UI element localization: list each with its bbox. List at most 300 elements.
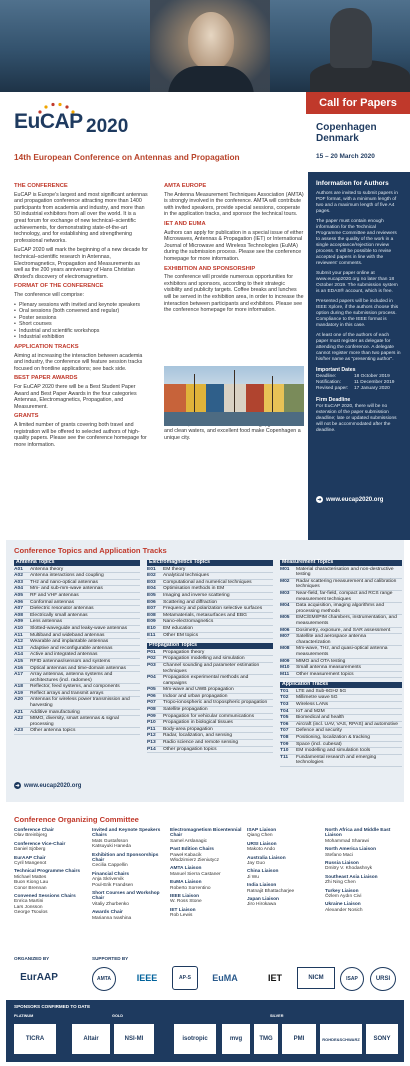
committee-column: [14, 828, 88, 919]
topic-row: [280, 567, 402, 579]
conference-dates: 15 – 20 March 2020: [316, 153, 375, 160]
topic-label: Analytical techniques: [163, 573, 209, 579]
paragraph: Submit your paper online at www.eucap2020.org no later than 18 October 2019. The submission system is an EDAS® account, which is free.: [316, 271, 398, 294]
topic-label: Indoor and urban propagation: [163, 693, 228, 699]
committee-group: [170, 866, 244, 877]
sponsor-logo: SONY: [366, 1024, 398, 1054]
topic-row: [147, 626, 273, 633]
topic-label: Wearable and implantable antennas: [30, 639, 109, 645]
committee-role: North America Liaison: [325, 847, 376, 853]
topic-label: Reflect arrays and transmit arrays: [30, 690, 104, 696]
left-column: [14, 180, 148, 451]
topic-code: T02: [280, 695, 289, 701]
tier-platinum-label: PLATINUM: [14, 1014, 34, 1018]
committee-names: Manuel Sierra Castaner: [170, 871, 221, 877]
topic-row: [280, 665, 402, 672]
topic-label: Space (incl. cubesat): [296, 741, 342, 747]
topic-label: THz and nano-optical antennas: [30, 579, 98, 585]
topic-label: Antenna theory: [30, 566, 64, 572]
topic-code: P08: [147, 707, 156, 713]
topic-row: [14, 659, 140, 666]
committee-names: Mohammad Sharawi: [325, 838, 369, 844]
topic-label: Frequency and polarization selective surfaces: [163, 606, 263, 612]
topic-code: T08: [280, 735, 289, 741]
topic-label: Electrically small antennas: [30, 612, 88, 618]
committee-names: Dmitry V. Khodashnyk: [325, 866, 373, 872]
topic-code: E04: [147, 586, 156, 592]
sponsors-title: SPONSORS CONFIRMED TO DATE: [14, 1004, 91, 1009]
paragraph: For EuCAP 2020 there will be a Best Student Paper Award and Best Paper Awards in the four categories Antennas, Electromagnetics, Propagation, and Measurement.: [14, 384, 137, 410]
building: [206, 384, 224, 414]
paragraph: The conference will comprise:: [14, 291, 85, 298]
topic-code: A07: [14, 606, 23, 612]
topic-label: Other EM topics: [163, 632, 199, 638]
committee-names: Enrica Martini Lars Jonsson George Tsoulos: [14, 899, 48, 916]
committee-names: Cyril Mangenot: [14, 861, 47, 867]
topic-code: E03: [147, 579, 156, 585]
topic-row: [147, 633, 273, 640]
topics-heading: Measurement Topics: [280, 560, 402, 566]
list-item: • Oral sessions (both convened and regular): [14, 308, 148, 315]
committee-role: Financial Chairs: [92, 871, 130, 877]
list-item: • Poster sessions: [14, 315, 148, 322]
topic-label: Other measurement topics: [296, 671, 354, 677]
propagation-topics-list: [147, 650, 273, 754]
ursi-logo: URSI: [370, 967, 396, 991]
topic-row: [14, 639, 140, 646]
topic-code: M06: [280, 627, 290, 633]
committee-names: Jiro Hirokawa: [247, 902, 277, 908]
topic-label: Antenna interactions and coupling: [30, 573, 104, 579]
topic-label: Propagation for vehicular communications: [163, 713, 255, 719]
committee-title: Conference Organizing Committee: [14, 815, 139, 824]
topic-row: [280, 634, 402, 646]
topic-code: P05: [147, 687, 156, 693]
topic-label: Conformal antennas: [30, 599, 75, 605]
topic-row: [280, 646, 402, 658]
topic-code: A23: [14, 728, 23, 734]
topic-label: Propagation in biological tissues: [163, 720, 233, 726]
committee-role: Ukraine Liaison: [325, 902, 361, 908]
topic-label: MIMO and OTA testing: [296, 658, 346, 664]
copenhagen-harbour-photo: [164, 366, 304, 426]
paragraph: Aiming at increasing the interaction between academia and industry, the conference will feature session tracks focused on frontline applications; see back side.: [14, 352, 143, 372]
topic-code: M11: [280, 671, 290, 677]
deadline-row: [316, 386, 402, 392]
topic-label: Antennas for wireless power transmission and harvesting: [30, 697, 130, 709]
topic-row: [147, 586, 273, 593]
topic-row: [14, 626, 140, 633]
committee-names: Cecilia Cappellin: [92, 863, 128, 869]
committee-names: Michael Mattes Buon Kiong Lau Conor Brennan: [14, 874, 49, 891]
list-item: • Plenary sessions with invited and keynote speakers: [14, 302, 148, 309]
topic-code: A08: [14, 612, 23, 618]
isap-logo: ISAP: [340, 967, 364, 991]
committee-group: [14, 828, 88, 839]
committee-names: Ji Wu: [247, 874, 259, 880]
panel-title: Information for Authors: [316, 180, 389, 187]
topic-row: [14, 672, 140, 684]
topics-heading: Propagation Topics: [147, 643, 273, 649]
topic-code: P14: [147, 746, 156, 752]
boat-mast: [234, 370, 235, 412]
topic-code: A13: [14, 645, 23, 651]
topic-code: T01: [280, 688, 289, 694]
topic-code: A17: [14, 672, 23, 678]
meas-app-topics-column: [280, 560, 402, 767]
topic-row: [147, 606, 273, 613]
venue-city: Copenhagen: [316, 122, 377, 133]
topic-label: Radio science and remote sensing: [163, 740, 239, 746]
committee-role: India Liaison: [247, 883, 277, 889]
topic-label: Millimetre wave 5G: [296, 695, 338, 701]
section-heading: APPLICATION TRACKS: [14, 344, 79, 351]
topic-code: M05: [280, 615, 290, 621]
topics-heading: Electromagnetics Topics: [147, 560, 273, 566]
sponsor-logo: NSI-MI: [114, 1024, 154, 1054]
antenna-topics-list: [14, 567, 140, 735]
committee-role: ISAP Liaison: [247, 828, 277, 833]
topic-row: [147, 656, 273, 663]
committee-role: IET Liaison: [170, 907, 196, 913]
tier-silver-label: SILVER: [270, 1014, 284, 1018]
topic-label: Imaging and inverse scattering: [163, 592, 230, 598]
section-heading: BEST PAPER AWARDS: [14, 375, 78, 382]
topic-row: [280, 755, 402, 767]
committee-group: [325, 889, 405, 900]
topic-row: [14, 652, 140, 659]
topic-code: A12: [14, 639, 23, 645]
committee-names: Daniel Sjöberg: [14, 847, 46, 853]
committee-group: [247, 869, 321, 880]
arrow-right-icon: ➜: [317, 496, 322, 503]
committee-group: [14, 894, 88, 916]
paragraph: For EuCAP 2020, there will be no extension of the paper submission deadline; late or updated submissions will not be accommodated after the deadline.: [316, 404, 397, 433]
topic-code: E10: [147, 625, 156, 631]
topic-label: Propagation theory: [163, 649, 205, 655]
committee-group: [247, 883, 321, 894]
committee-group: [170, 847, 244, 863]
committee-role: North Africa and Middle East Liaison: [325, 828, 391, 839]
committee-group: [170, 894, 244, 905]
topic-label: Dosimetry, exposure, and SAR assessment: [296, 627, 391, 633]
topic-label: Satellite and aerospace antenna characterization: [296, 634, 367, 645]
topic-row: [147, 747, 273, 754]
paragraph: The conference will provide numerous opportunities for exhibitors and sponsors, according to their strategic visibility and publicity targets. Coffee breaks and lunches will be served in the exhibition area, in order to increase the interaction between participants and exhibitors. Please see the conference homepage for more information.: [164, 274, 304, 314]
topic-code: A22: [14, 716, 23, 722]
topic-code: T06: [280, 721, 289, 727]
topic-row: [280, 748, 402, 755]
supported-by-label: SUPPORTED BY: [92, 956, 129, 961]
committee-role: AMTA Liaison: [170, 866, 202, 872]
antenna-topics-column: [14, 560, 140, 735]
hero-image: [0, 0, 410, 92]
committee-names: W. Ross Stone: [170, 899, 202, 905]
building: [284, 384, 304, 414]
topic-code: A09: [14, 619, 23, 625]
topic-label: Reflector, feed systems, and components: [30, 684, 120, 690]
topic-code: A05: [14, 592, 23, 598]
building: [246, 384, 264, 414]
topic-label: Multiband and wideband antennas: [30, 632, 105, 638]
committee-names: Paweł Kabacik Włodzimierz Zieniutycz: [170, 852, 220, 864]
committee-role: Russia Liaison: [325, 861, 359, 867]
boat-mast: [194, 374, 195, 412]
topic-code: T09: [280, 741, 289, 747]
section-heading: IET AND EUMA: [164, 220, 206, 227]
paragraph: The paper must contain enough information for the Technical Programme Committee and reviewers to assess the quality of the work in a single acceptance/rejection review process. It will be possible to revise accepted papers in line with the reviewers' comments.: [316, 219, 397, 266]
topic-code: P11: [147, 726, 156, 732]
topic-row: [14, 573, 140, 580]
committee-column: [170, 828, 244, 922]
topic-label: Near-field, far-field, compact and RCS range measurement techniques: [296, 590, 393, 602]
deadline-label: Revised paper:: [316, 386, 349, 391]
topic-label: Mm-wave and UWB propagation: [163, 687, 234, 693]
topic-row: [14, 716, 140, 728]
topic-label: MIMO, diversity, smart antennas & signal processing: [30, 716, 119, 727]
topic-label: Active and integrated antennas: [30, 652, 98, 658]
topic-label: Other propagation topics: [163, 746, 217, 752]
topic-code: A21: [14, 709, 23, 715]
topic-code: E09: [147, 619, 156, 625]
list-item: • Industrial exhibition: [14, 334, 148, 341]
ieee-aps-logo: AP-S: [172, 966, 198, 990]
website-link[interactable]: [14, 782, 81, 789]
list-item: • Short courses: [14, 321, 148, 328]
topic-label: Body-area propagation: [163, 726, 213, 732]
website-link[interactable]: [316, 496, 383, 503]
tier-gold-label: GOLD: [112, 1014, 123, 1018]
committee-group: [92, 828, 166, 850]
topic-row: [280, 735, 402, 742]
committee-group: [247, 856, 321, 867]
committee-role: URSI Liaison: [247, 841, 277, 847]
topic-row: [147, 687, 273, 694]
topic-code: E07: [147, 606, 156, 612]
topic-code: P07: [147, 700, 156, 706]
topic-label: RF and VHF antennas: [30, 592, 79, 598]
portrait-face: [188, 12, 234, 70]
topic-code: P02: [147, 656, 156, 662]
topic-code: T05: [280, 715, 289, 721]
committee-group: [92, 891, 166, 907]
topic-label: Biomedical and health: [296, 715, 345, 721]
topic-label: Metamaterials, metasurfaces and EBG: [163, 612, 247, 618]
topic-label: Additive manufacturing: [30, 709, 80, 715]
topic-row: [147, 619, 273, 626]
topic-code: E06: [147, 599, 156, 605]
topic-row: [147, 593, 273, 600]
topic-code: P04: [147, 675, 156, 681]
paragraph: EuCAP is Europe's largest and most significant antennas and propagation conference attracting more than 1400 participants from academia and industry, and more than 50 industrial exhibitors from all over the world. It is a great forum for exchange of new technical–scientific achievements, for demonstrating state-of-the-art technology, and for establishing and strengthening professional networks.: [14, 191, 148, 244]
committee-group: [92, 910, 166, 921]
website-url: www.eucap2020.org: [24, 782, 82, 789]
paragraph: and clean waters, and excellent food make Copenhagen a unique city.: [164, 428, 301, 441]
committee-names: Marianna Ivashina: [92, 915, 132, 921]
topic-label: LTE and Sub-6GHz 5G: [296, 688, 347, 694]
committee-role: EurAAP Chair: [14, 855, 46, 861]
committee-group: [247, 897, 321, 908]
topic-code: E01: [147, 566, 156, 572]
committee-names: Vitaliy Zhurbenko: [92, 901, 129, 907]
committee-column: [92, 828, 166, 924]
committee-group: [325, 861, 405, 872]
committee-names: Stefano Maci: [325, 852, 353, 858]
committee-names: Alexander Nosich: [325, 907, 363, 913]
topic-row: [147, 675, 273, 687]
topic-label: EM theory: [163, 566, 186, 572]
committee-role: Invited and Keynote Speakers Chairs: [92, 828, 161, 839]
paragraph: At least one of the authors of each paper must register as delegate for attending the conference. A delegate cannot register more than two papers in his/her name as "presenting author".: [316, 333, 401, 362]
topic-label: Mm- and sub-mm-wave antennas: [30, 586, 103, 592]
topic-code: M03: [280, 590, 290, 596]
topic-label: Data acquisition, imaging algorithms and processing methods: [296, 603, 385, 614]
committee-group: [14, 856, 88, 867]
topic-row: [280, 715, 402, 722]
topic-code: A20: [14, 697, 23, 703]
section-heading: AMTA EUROPE: [164, 183, 207, 189]
topic-code: T10: [280, 748, 289, 754]
iet-logo: IET: [267, 973, 282, 983]
deadline-label: Deadline:: [316, 374, 337, 379]
topic-code: M08: [280, 646, 290, 652]
arrow-right-icon: ➜: [15, 782, 20, 789]
topic-label: Computational and numerical techniques: [163, 579, 252, 585]
amta-logo: AMTA: [92, 967, 116, 991]
topic-label: Satellite propagation: [163, 707, 208, 713]
topic-code: A04: [14, 586, 23, 592]
committee-names: Makoto Ando: [247, 847, 276, 853]
committee-role: Past Edition Chairs: [170, 847, 214, 853]
committee-role: EuMA Liaison: [170, 880, 202, 886]
topic-code: A16: [14, 665, 23, 671]
topic-code: P01: [147, 649, 156, 655]
application-tracks-list: [280, 689, 402, 767]
topic-label: Optical antennas and time-domain antennas: [30, 665, 126, 671]
building: [164, 384, 186, 414]
topic-label: Radar, localization, and sensing: [163, 733, 233, 739]
topic-code: T11: [280, 754, 289, 760]
topic-row: [147, 740, 273, 747]
topic-label: EM modelling and simulation tools: [296, 748, 371, 754]
topic-code: P10: [147, 720, 156, 726]
paragraph: The Antenna Measurement Techniques Association (AMTA) is strongly involved in the conference. AMTA will contribute with invited speakers, provide special sessions, cooperate in the application tracks, and sponsor the technical tours.: [164, 191, 304, 218]
organized-by-label: ORGANIZED BY: [14, 956, 50, 961]
format-list: [14, 302, 148, 342]
venue-location: [316, 122, 377, 144]
topic-code: M01: [280, 566, 290, 572]
important-dates-heading: Important Dates: [316, 367, 356, 373]
topic-code: E08: [147, 612, 156, 618]
committee-group: [247, 828, 321, 839]
committee-group: [14, 869, 88, 891]
topic-code: P06: [147, 693, 156, 699]
committee-role: China Liaison: [247, 869, 279, 875]
committee-group: [170, 880, 244, 891]
topic-row: [147, 720, 273, 727]
topic-label: Fundamental research and emerging technologies: [296, 754, 377, 766]
measurement-topics-list: [280, 567, 402, 679]
topic-row: [14, 606, 140, 613]
committee-role: Turkey Liaison: [325, 888, 359, 894]
committee-group: [325, 847, 405, 858]
sponsor-logo: Altair: [72, 1024, 110, 1054]
section-heading: FORMAT OF THE CONFERENCE: [14, 283, 104, 290]
topic-code: M10: [280, 665, 290, 671]
committee-names: Olav Breinbjerg: [14, 833, 48, 839]
building: [186, 384, 206, 414]
topic-label: Tropo-ionospheric and tropospheric propagation: [163, 700, 268, 706]
topic-label: Optimisation methods in EM: [163, 586, 225, 592]
topic-row: [280, 591, 402, 603]
topic-code: P13: [147, 740, 156, 746]
photo-water: [164, 412, 304, 426]
topic-code: M04: [280, 603, 290, 609]
em-topics-list: [147, 567, 273, 640]
topic-code: T07: [280, 728, 289, 734]
committee-role: Conference Vice-Chair: [14, 841, 66, 847]
committee-group: [247, 842, 321, 853]
topic-code: A01: [14, 566, 23, 572]
committee-role: Awards Chair: [92, 910, 123, 916]
committee-role: Australia Liaison: [247, 855, 286, 861]
building: [264, 384, 284, 414]
topic-code: A03: [14, 579, 23, 585]
sponsor-logo: PMI: [282, 1024, 316, 1054]
committee-role: Conference Chair: [14, 828, 54, 833]
deadline-value: 17 January 2020: [354, 386, 390, 391]
committee-names: Samel Arslanagic: [170, 838, 208, 844]
committee-role: Convened Sessions Chairs: [14, 894, 76, 900]
sponsor-logo: isotropic: [174, 1024, 216, 1054]
topic-code: A02: [14, 573, 23, 579]
venue-country: Denmark: [316, 133, 359, 144]
deadline-value: 18 October 2019: [354, 374, 390, 379]
paragraph: A limited number of grants covering both travel and registration will be offered to selected authors of high-quality papers. Please see the conference homepage for more information.: [14, 422, 147, 448]
deadline-label: Notification:: [316, 380, 342, 385]
committee-role: Short Courses and Workshop Chair: [92, 891, 160, 902]
topic-row: [280, 702, 402, 709]
topic-label: Dielectric resonator antennas: [30, 606, 94, 612]
committee-role: Exhibition and Sponsorships Chair: [92, 852, 159, 864]
committee-names: Jay Guo: [247, 861, 265, 867]
topics-title: Conference Topics and Application Tracks: [14, 546, 167, 555]
topic-label: Nano-electromagnetics: [163, 619, 214, 625]
committee-names: Qiang Chen: [247, 833, 273, 839]
topic-row: [14, 593, 140, 600]
topic-label: Material characterisation and non-destructive testing: [296, 566, 394, 578]
topic-row: [280, 672, 402, 679]
boat-mast: [272, 376, 273, 412]
committee-names: Anja Skrivervik Poul-Erik Frandsen: [92, 877, 134, 888]
topic-code: A15: [14, 658, 23, 664]
topic-row: [147, 707, 273, 714]
committee-column: [247, 828, 321, 911]
committee-names: Mats Gustafsson Katsuyuki Haneda: [92, 838, 131, 850]
committee-names: Rob Lewis: [170, 913, 193, 919]
topic-code: A18: [14, 684, 23, 690]
website-url: www.eucap2020.org: [326, 496, 384, 503]
topics-heading: Application Tracks: [280, 682, 402, 688]
committee-names: Zhi Ning Chen: [325, 880, 356, 886]
ieee-logo: IEEE: [136, 973, 158, 983]
topic-code: E11: [147, 632, 156, 638]
topic-code: P09: [147, 713, 156, 719]
paragraph: Authors are invited to submit papers in PDF format, with a minimum length of two and a maximum length of five A4 pages.: [316, 191, 398, 214]
topic-code: A06: [14, 599, 23, 605]
topic-label: EMC/EMI/PIM chambers, instrumentation, and measurements: [296, 615, 397, 626]
topic-label: Lens antennas: [30, 619, 63, 625]
